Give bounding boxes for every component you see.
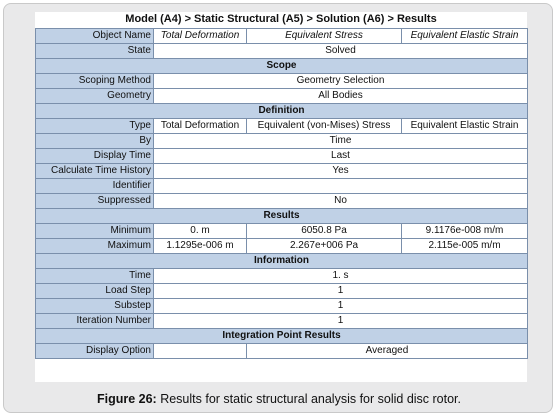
section-scope (36, 59, 528, 74)
calculate-time-history-value[interactable]: Yes (154, 164, 528, 179)
maximum-equivalent-elastic-strain: 2.115e-005 m/m (402, 239, 528, 254)
row-label: Display Time (36, 149, 154, 164)
row-time (36, 269, 528, 284)
row-type (36, 119, 528, 134)
row-label: Maximum (36, 239, 154, 254)
minimum-equivalent-elastic-strain: 9.1176e-008 m/m (402, 224, 528, 239)
maximum-equivalent-stress: 2.267e+006 Pa (247, 239, 402, 254)
section-header-integration-point-results[interactable]: Integration Point Results (36, 329, 528, 344)
row-label: Substep (36, 299, 154, 314)
row-calculate-time-history (36, 164, 528, 179)
section-integration-point-results (36, 329, 528, 344)
section-information (36, 254, 528, 269)
row-minimum (36, 224, 528, 239)
row-label: Time (36, 269, 154, 284)
row-label: State (36, 44, 154, 59)
row-scoping-method (36, 74, 528, 89)
figure-caption-text: Results for static structural analysis for solid disc rotor. (160, 392, 462, 406)
identifier-value[interactable] (154, 179, 528, 194)
section-definition (36, 104, 528, 119)
by-value[interactable]: Time (154, 134, 528, 149)
type-equivalent-stress[interactable]: Equivalent (von-Mises) Stress (247, 119, 402, 134)
scoping-method-value[interactable]: Geometry Selection (154, 74, 528, 89)
section-header-scope[interactable]: Scope (36, 59, 528, 74)
section-header-definition[interactable]: Definition (36, 104, 528, 119)
row-label: Identifier (36, 179, 154, 194)
state-value: Solved (154, 44, 528, 59)
minimum-equivalent-stress: 6050.8 Pa (247, 224, 402, 239)
object-name-total-deformation[interactable]: Total Deformation (154, 29, 247, 44)
substep-value: 1 (154, 299, 528, 314)
section-header-results[interactable]: Results (36, 209, 528, 224)
load-step-value: 1 (154, 284, 528, 299)
row-label: Calculate Time History (36, 164, 154, 179)
figure-frame (3, 3, 553, 413)
row-suppressed (36, 194, 528, 209)
row-label: Display Option (36, 344, 154, 359)
row-identifier (36, 179, 528, 194)
object-name-equivalent-elastic-strain[interactable]: Equivalent Elastic Strain (402, 29, 528, 44)
row-label: Iteration Number (36, 314, 154, 329)
details-title: Model (A4) > Static Structural (A5) > Solution (A6) > Results (125, 13, 437, 25)
display-option-empty-cell (154, 344, 247, 359)
row-label: Suppressed (36, 194, 154, 209)
minimum-total-deformation: 0. m (154, 224, 247, 239)
row-state (36, 44, 528, 59)
type-equivalent-elastic-strain[interactable]: Equivalent Elastic Strain (402, 119, 528, 134)
figure-caption-number: Figure 26: (96, 392, 157, 406)
row-substep (36, 299, 528, 314)
time-value: 1. s (154, 269, 528, 284)
details-panel (35, 12, 527, 382)
section-header-information[interactable]: Information (36, 254, 528, 269)
display-time-value[interactable]: Last (154, 149, 528, 164)
row-maximum (36, 239, 528, 254)
row-label: Type (36, 119, 154, 134)
iteration-number-value: 1 (154, 314, 528, 329)
row-label: By (36, 134, 154, 149)
suppressed-value[interactable]: No (154, 194, 528, 209)
row-label: Scoping Method (36, 74, 154, 89)
row-geometry (36, 89, 528, 104)
figure-caption (0, 392, 558, 406)
maximum-total-deformation: 1.1295e-006 m (154, 239, 247, 254)
details-table (35, 28, 528, 359)
display-option-value[interactable]: Averaged (247, 344, 528, 359)
row-object-name (36, 29, 528, 44)
geometry-value[interactable]: All Bodies (154, 89, 528, 104)
row-label: Object Name (36, 29, 154, 44)
row-iteration-number (36, 314, 528, 329)
row-display-option (36, 344, 528, 359)
section-results (36, 209, 528, 224)
row-by (36, 134, 528, 149)
row-label: Minimum (36, 224, 154, 239)
row-label: Load Step (36, 284, 154, 299)
row-display-time (36, 149, 528, 164)
type-total-deformation[interactable]: Total Deformation (154, 119, 247, 134)
row-load-step (36, 284, 528, 299)
row-label: Geometry (36, 89, 154, 104)
object-name-equivalent-stress[interactable]: Equivalent Stress (247, 29, 402, 44)
